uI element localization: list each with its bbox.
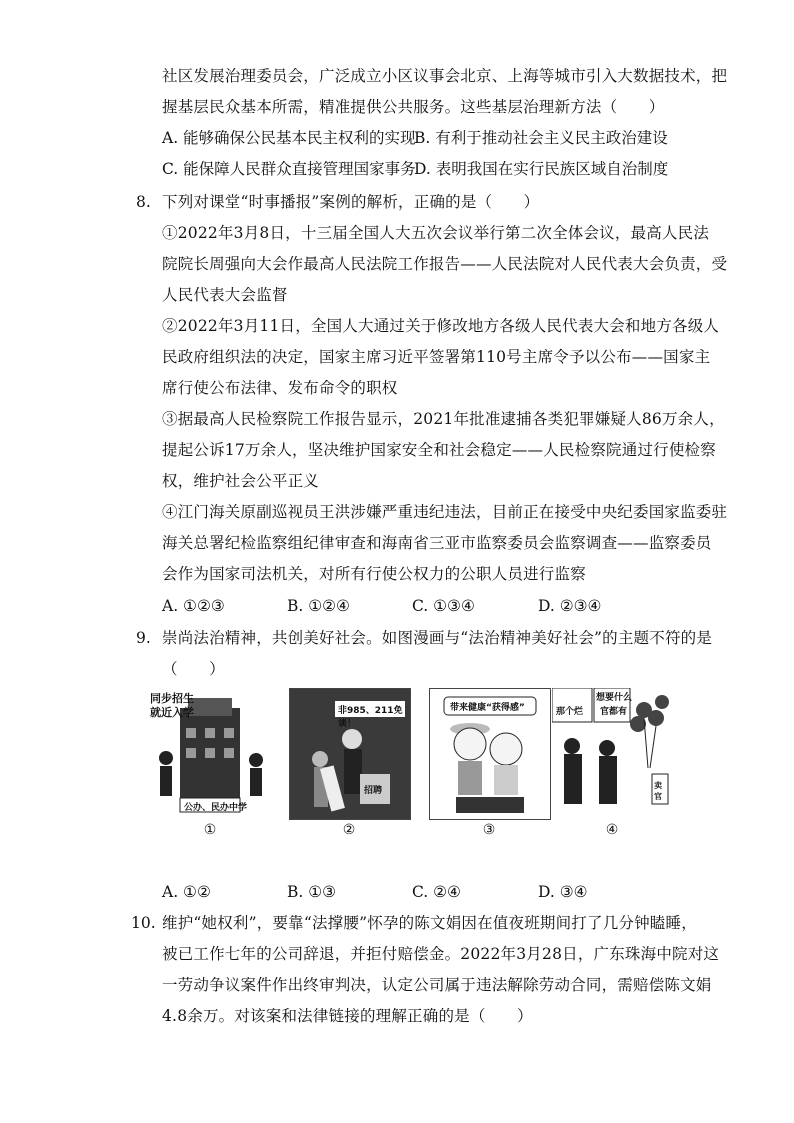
- q8-line: ①2022年3月8日，十三届全国人大五次会议举行第二次全体会议，最高人民法: [162, 224, 710, 242]
- comic-1-image: [150, 688, 270, 818]
- q8-line: 席行使公布法律、发布命令的职权: [162, 379, 398, 397]
- q8-option-a: A. ①②③: [162, 597, 225, 615]
- q8-number: 8.: [136, 193, 151, 211]
- q8-line: 权，维护社会公平正义: [162, 472, 320, 490]
- comic-2-text-1: 非985、211免谈！: [338, 706, 403, 729]
- q8-line: 提起公诉17万余人，坚决维护国家安全和社会稳定——人民检察院通过行使检察: [162, 441, 716, 459]
- comic-4-text-2: 那个烂: [556, 707, 584, 717]
- q10-line-4: 4.8余万。对该案和法律链接的理解正确的是（ ）: [162, 1007, 533, 1025]
- q7-line-1: 社区发展治理委员会，广泛成立小区议事会北京、上海等城市引入大数据技术，把: [162, 67, 728, 85]
- comic-1-text-1: 同步招生: [150, 692, 194, 705]
- comic-2-caption: ②: [342, 822, 356, 838]
- q9-option-b: B. ①③: [287, 883, 337, 901]
- q8-line: 会作为国家司法机关，对所有行使公权力的公职人员进行监察: [162, 565, 586, 583]
- q8-option-d: D. ②③④: [538, 597, 602, 615]
- comic-3-text-1: 带来健康“获得感”: [450, 703, 525, 713]
- q8-line: 人民代表大会监督: [162, 286, 288, 304]
- comic-3-image: [429, 688, 551, 820]
- q9-stem: 崇尚法治精神，共创美好社会。如图漫画与“法治精神美好社会”的主题不符的是: [162, 629, 713, 647]
- q7-option-c: C. 能保障人民群众直接管理国家事务: [162, 160, 416, 178]
- q8-option-c: C. ①③④: [412, 597, 475, 615]
- comic-1-caption: ①: [203, 822, 217, 838]
- q9-option-c: C. ②④: [412, 883, 461, 901]
- comic-1-text-2: 就近入学: [150, 706, 194, 719]
- q8-stem: 下列对课堂“时事播报”案例的解析，正确的是（ ）: [162, 193, 540, 211]
- q7-option-a: A. 能够确保公民基本民主权利的实现: [162, 129, 416, 147]
- comic-4-image: [552, 688, 672, 818]
- q8-line: 海关总署纪检监察组纪律审查和海南省三亚市监察委员会监察调查——监察委员: [162, 534, 712, 552]
- q10-number: 10.: [131, 914, 156, 932]
- comic-3-caption: ③: [482, 822, 496, 838]
- q10-line-3: 一劳动争议案件作出终审判决，认定公司属于违法解除劳动合同，需赔偿陈文娟: [162, 976, 712, 994]
- q7-option-b: B. 有利于推动社会主义民主政治建设: [414, 129, 668, 147]
- comic-4-text-3: 官都有: [600, 707, 628, 717]
- comic-2-image: [289, 688, 411, 820]
- q10-line-2: 被已工作七年的公司辞退，并拒付赔偿金。2022年3月28日，广东珠海中院对这: [162, 945, 720, 963]
- comic-1-text-3: 公办、民办中学: [184, 803, 248, 813]
- q8-line: ③据最高人民检察院工作报告显示，2021年批准逮捕各类犯罪嫌疑人86万余人，: [162, 410, 725, 428]
- comic-4-text-1: 想要什么: [596, 693, 633, 703]
- q7-option-d: D. 表明我国在实行民族区域自治制度: [414, 160, 669, 178]
- q8-line: ④江门海关原副巡视员王洪涉嫌严重违纪违法，目前正在接受中央纪委国家监委驻: [162, 503, 728, 521]
- q9-number: 9.: [136, 629, 151, 647]
- q8-line: 民政府组织法的决定，国家主席习近平签署第110号主席令予以公布——国家主: [162, 348, 711, 366]
- q9-option-d: D. ③④: [538, 883, 588, 901]
- q7-line-2: 握基层民众基本所需，精准提供公共服务。这些基层治理新方法（ ）: [162, 98, 665, 116]
- comic-4-text-4: 卖官: [654, 781, 662, 801]
- q10-line-1: 维护“她权利”，要靠“法撑腰”怀孕的陈文娟因在值夜班期间打了几分钟瞌睡，: [162, 914, 697, 932]
- q9-option-a: A. ①②: [162, 883, 211, 901]
- comic-2-text-2: 招聘: [364, 786, 383, 796]
- q9-blank: （ ）: [162, 660, 225, 678]
- q8-line: ②2022年3月11日，全国人大通过关于修改地方各级人民代表大会和地方各级人: [162, 317, 720, 335]
- comic-4-caption: ④: [605, 822, 619, 838]
- q8-option-b: B. ①②④: [287, 597, 350, 615]
- q8-line: 院院长周强向大会作最高人民法院工作报告——人民法院对人民代表大会负责，受: [162, 255, 728, 273]
